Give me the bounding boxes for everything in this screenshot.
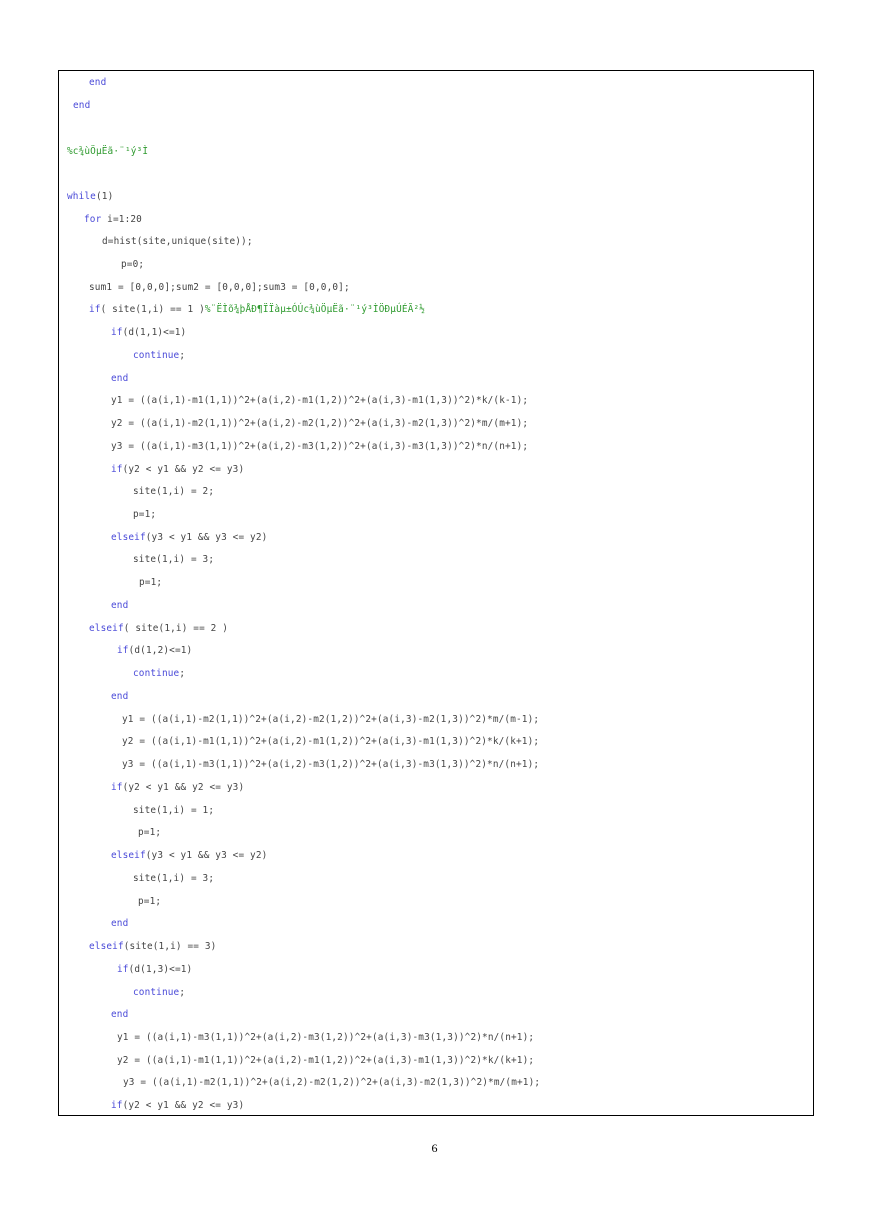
code-keyword: if — [111, 464, 123, 475]
code-keyword: end — [73, 100, 91, 111]
code-line — [111, 440, 528, 454]
code-line — [89, 303, 425, 317]
code-text: ( site(1,i) == 2 ) — [123, 623, 229, 634]
code-line — [89, 622, 228, 636]
code-line — [102, 235, 253, 249]
code-line — [111, 849, 267, 863]
code-text: y2 = ((a(i,1)-m1(1,1))^2+(a(i,2)-m1(1,2))^2+(a(i,3)-m1(1,3))^2)*k/(k+1); — [122, 736, 540, 747]
code-text: (1) — [95, 191, 114, 202]
page-number: 6 — [431, 1141, 438, 1155]
code-line — [111, 372, 128, 386]
code-keyword: end — [89, 77, 107, 88]
code-line — [111, 599, 128, 613]
code-keyword: end — [111, 691, 129, 702]
code-line — [111, 394, 528, 408]
code-line — [121, 258, 144, 272]
code-line — [133, 986, 185, 1000]
code-line — [122, 735, 539, 749]
code-keyword: while — [67, 191, 96, 202]
code-keyword: continue — [133, 987, 180, 998]
code-text: (y3 < y1 && y3 <= y2) — [145, 850, 268, 861]
code-line — [84, 213, 142, 227]
code-text: (y2 < y1 && y2 <= y3) — [122, 1100, 245, 1111]
code-keyword: if — [117, 645, 129, 656]
code-text: site(1,i) = 2; — [133, 486, 215, 497]
code-text: ; — [179, 668, 186, 679]
code-line — [111, 326, 186, 340]
code-listing-frame — [58, 70, 814, 1116]
code-line — [111, 463, 244, 477]
code-line — [89, 281, 350, 295]
code-line — [122, 713, 539, 727]
code-line — [122, 758, 539, 772]
code-line — [89, 940, 216, 954]
code-line — [73, 99, 90, 113]
code-text: site(1,i) = 1; — [133, 805, 215, 816]
code-line — [117, 963, 192, 977]
code-text: y3 = ((a(i,1)-m3(1,1))^2+(a(i,2)-m3(1,2))^2+(a(i,3)-m3(1,3))^2)*n/(n+1); — [111, 441, 529, 452]
code-keyword: continue — [133, 668, 180, 679]
code-keyword: elseif — [89, 623, 124, 634]
code-text: p=1; — [133, 509, 157, 520]
code-keyword: if — [111, 782, 123, 793]
code-line — [111, 690, 128, 704]
code-line — [67, 190, 113, 204]
code-comment: %c¾ùÖµËã·¨¹ý³Ì — [67, 146, 149, 157]
code-line — [133, 667, 185, 681]
code-text: p=1; — [138, 896, 162, 907]
code-keyword: if — [89, 304, 101, 315]
code-line — [111, 1008, 128, 1022]
code-text: ; — [179, 350, 186, 361]
code-line — [111, 417, 528, 431]
code-line — [117, 644, 192, 658]
code-keyword: elseif — [111, 850, 146, 861]
code-text: (y3 < y1 && y3 <= y2) — [145, 532, 268, 543]
code-keyword: end — [111, 600, 129, 611]
code-text: site(1,i) = 3; — [133, 873, 215, 884]
code-text: y2 = ((a(i,1)-m2(1,1))^2+(a(i,2)-m2(1,2))^2+(a(i,3)-m2(1,3))^2)*m/(m+1); — [111, 418, 529, 429]
code-text: (d(1,3)<=1) — [128, 964, 193, 975]
code-line — [111, 781, 244, 795]
code-line — [67, 145, 148, 159]
code-text: p=1; — [138, 827, 162, 838]
code-line — [138, 826, 161, 840]
code-text: y1 = ((a(i,1)-m3(1,1))^2+(a(i,2)-m3(1,2))^2+(a(i,3)-m3(1,3))^2)*n/(n+1); — [117, 1032, 535, 1043]
code-line — [117, 1054, 534, 1068]
code-keyword: if — [117, 964, 129, 975]
code-keyword: continue — [133, 350, 180, 361]
code-comment: %¨ËÌõ¾þÅÐ¶ÏÏàµ±ÓÚc¾ùÖµËã·¨¹ý³ÌÖÐµÚÉÃ²½ — [204, 304, 426, 315]
code-text: ( site(1,i) == 1 ) — [100, 304, 205, 315]
code-text: site(1,i) = 3; — [133, 554, 215, 565]
code-line — [89, 76, 106, 90]
code-line — [111, 531, 267, 545]
code-text: (y2 < y1 && y2 <= y3) — [122, 464, 245, 475]
code-text: y3 = ((a(i,1)-m3(1,1))^2+(a(i,2)-m3(1,2))^2+(a(i,3)-m3(1,3))^2)*n/(n+1); — [122, 759, 540, 770]
code-text: y1 = ((a(i,1)-m2(1,1))^2+(a(i,2)-m2(1,2))^2+(a(i,3)-m2(1,3))^2)*m/(m-1); — [122, 714, 540, 725]
code-line — [133, 872, 214, 886]
code-keyword: end — [111, 373, 129, 384]
code-keyword: for — [84, 214, 102, 225]
code-text: (d(1,2)<=1) — [128, 645, 193, 656]
code-text: y1 = ((a(i,1)-m1(1,1))^2+(a(i,2)-m1(1,2))^2+(a(i,3)-m1(1,3))^2)*k/(k-1); — [111, 395, 529, 406]
code-keyword: if — [111, 1100, 123, 1111]
code-line — [133, 485, 214, 499]
code-text: y3 = ((a(i,1)-m2(1,1))^2+(a(i,2)-m2(1,2))^2+(a(i,3)-m2(1,3))^2)*m/(m+1); — [123, 1077, 541, 1088]
code-line — [117, 1031, 534, 1045]
code-text: i=1:20 — [101, 214, 142, 225]
code-keyword: if — [111, 327, 123, 338]
code-line — [133, 804, 214, 818]
code-line — [139, 576, 162, 590]
code-text: (site(1,i) == 3) — [123, 941, 217, 952]
code-text: d=hist(site,unique(site)); — [102, 236, 253, 247]
code-line — [111, 917, 128, 931]
code-text: ; — [179, 987, 186, 998]
code-text: p=1; — [139, 577, 163, 588]
code-line — [133, 349, 185, 363]
code-text: p=0; — [121, 259, 145, 270]
code-line — [133, 553, 214, 567]
code-text: sum1 = [0,0,0];sum2 = [0,0,0];sum3 = [0,0,0]; — [89, 282, 350, 293]
code-line — [138, 895, 161, 909]
code-keyword: elseif — [89, 941, 124, 952]
code-keyword: elseif — [111, 532, 146, 543]
code-text: (y2 < y1 && y2 <= y3) — [122, 782, 245, 793]
code-keyword: end — [111, 918, 129, 929]
code-line — [133, 508, 156, 522]
code-text: (d(1,1)<=1) — [122, 327, 187, 338]
code-line — [111, 1099, 244, 1113]
code-keyword: end — [111, 1009, 129, 1020]
code-line — [123, 1076, 540, 1090]
code-text: y2 = ((a(i,1)-m1(1,1))^2+(a(i,2)-m1(1,2))^2+(a(i,3)-m1(1,3))^2)*k/(k+1); — [117, 1055, 535, 1066]
